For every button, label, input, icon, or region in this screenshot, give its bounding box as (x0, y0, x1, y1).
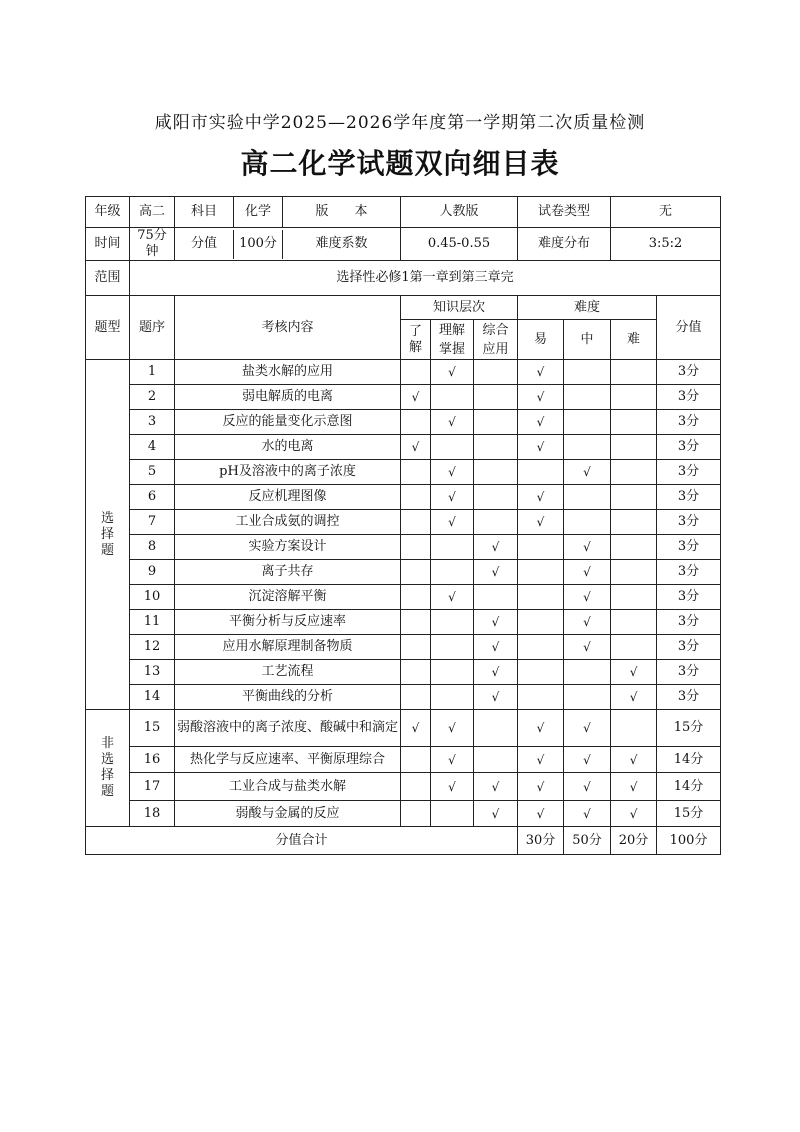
check-k1 (401, 485, 431, 510)
difficulty-coef-value: 0.45-0.55 (401, 228, 518, 261)
check-k2: √ (431, 410, 474, 435)
check-k3: √ (474, 560, 518, 585)
check-k2 (431, 560, 474, 585)
check-easy: √ (518, 747, 564, 773)
check-mid (564, 360, 611, 385)
check-easy: √ (518, 435, 564, 460)
question-content: 反应的能量变化示意图 (175, 410, 401, 435)
check-k1: √ (401, 385, 431, 410)
col-medium-header: 中 (564, 320, 611, 360)
check-hard (611, 610, 657, 635)
section-choice: 选择题 (86, 360, 130, 710)
question-content: 热化学与反应速率、平衡原理综合 (175, 747, 401, 773)
question-number: 17 (130, 773, 175, 801)
check-k3: √ (474, 660, 518, 685)
check-k2 (431, 610, 474, 635)
check-mid: √ (564, 773, 611, 801)
question-score: 15分 (657, 801, 721, 827)
subject-cell (175, 197, 401, 228)
check-k3 (474, 435, 518, 460)
difficulty-dist-label: 难度分布 (518, 228, 611, 261)
difficulty-dist-value: 3:5:2 (611, 228, 721, 261)
question-number: 3 (130, 410, 175, 435)
question-number: 13 (130, 660, 175, 685)
check-k3: √ (474, 773, 518, 801)
col-content-header: 考核内容 (175, 296, 401, 360)
check-k1 (401, 535, 431, 560)
check-k1 (401, 685, 431, 710)
check-k2: √ (431, 585, 474, 610)
question-number: 18 (130, 801, 175, 827)
table-row (86, 710, 721, 747)
question-number: 12 (130, 635, 175, 660)
check-mid (564, 435, 611, 460)
score-value: 100分 (234, 230, 283, 259)
check-k3 (474, 410, 518, 435)
check-k1 (401, 360, 431, 385)
paper-type-value: 无 (611, 197, 721, 228)
table-row (86, 360, 721, 385)
question-score: 3分 (657, 535, 721, 560)
check-k2: √ (431, 485, 474, 510)
check-k2: √ (431, 360, 474, 385)
score-cell (175, 228, 401, 261)
check-k2: √ (431, 710, 474, 747)
check-k3 (474, 385, 518, 410)
check-k3 (474, 585, 518, 610)
check-hard (611, 510, 657, 535)
check-k1 (401, 801, 431, 827)
question-content: 应用水解原理制备物质 (175, 635, 401, 660)
question-number: 2 (130, 385, 175, 410)
check-hard (611, 410, 657, 435)
question-content: 盐类水解的应用 (175, 360, 401, 385)
check-easy: √ (518, 710, 564, 747)
check-k2 (431, 801, 474, 827)
question-score: 3分 (657, 685, 721, 710)
table-row (86, 585, 721, 610)
question-content: 弱电解质的电离 (175, 385, 401, 410)
question-score: 3分 (657, 585, 721, 610)
info-row-1 (86, 197, 721, 228)
check-mid: √ (564, 747, 611, 773)
edition-value: 人教版 (401, 197, 518, 228)
col-k2-header: 理解掌握 (431, 320, 474, 360)
check-easy (518, 610, 564, 635)
question-content: 工业合成与盐类水解 (175, 773, 401, 801)
check-k2 (431, 385, 474, 410)
table-row (86, 485, 721, 510)
check-k1 (401, 410, 431, 435)
exam-spec-table (85, 196, 721, 855)
check-hard: √ (611, 685, 657, 710)
question-score: 3分 (657, 385, 721, 410)
check-mid: √ (564, 635, 611, 660)
check-k3: √ (474, 535, 518, 560)
check-easy: √ (518, 510, 564, 535)
question-number: 7 (130, 510, 175, 535)
check-k3: √ (474, 801, 518, 827)
check-k3 (474, 460, 518, 485)
check-k1 (401, 610, 431, 635)
table-row (86, 773, 721, 801)
paper-type-label: 试卷类型 (518, 197, 611, 228)
question-number: 8 (130, 535, 175, 560)
question-content: 沉淀溶解平衡 (175, 585, 401, 610)
question-content: 反应机理图像 (175, 485, 401, 510)
check-mid: √ (564, 535, 611, 560)
question-number: 6 (130, 485, 175, 510)
table-row (86, 510, 721, 535)
question-score: 3分 (657, 485, 721, 510)
check-k1 (401, 510, 431, 535)
check-mid: √ (564, 610, 611, 635)
question-number: 5 (130, 460, 175, 485)
time-label: 时间 (86, 228, 130, 261)
question-content: 工艺流程 (175, 660, 401, 685)
check-k2 (431, 435, 474, 460)
check-k3 (474, 710, 518, 747)
question-score: 3分 (657, 410, 721, 435)
check-easy (518, 560, 564, 585)
page-title: 高二化学试题双向细目表 (240, 147, 560, 180)
check-easy (518, 660, 564, 685)
question-number: 1 (130, 360, 175, 385)
question-number: 10 (130, 585, 175, 610)
check-k2: √ (431, 773, 474, 801)
question-score: 3分 (657, 660, 721, 685)
check-hard: √ (611, 801, 657, 827)
question-number: 16 (130, 747, 175, 773)
time-value: 75分钟 (130, 228, 175, 261)
check-hard (611, 585, 657, 610)
check-hard: √ (611, 747, 657, 773)
question-content: 水的电离 (175, 435, 401, 460)
check-hard (611, 385, 657, 410)
question-number: 9 (130, 560, 175, 585)
check-easy: √ (518, 773, 564, 801)
check-mid (564, 685, 611, 710)
subject-label: 科目 (175, 197, 234, 227)
subject-value: 化学 (234, 197, 283, 227)
question-score: 3分 (657, 510, 721, 535)
question-content: 弱酸与金属的反应 (175, 801, 401, 827)
check-k2 (431, 535, 474, 560)
info-row-2 (86, 228, 721, 261)
col-easy-header: 易 (518, 320, 564, 360)
check-mid (564, 510, 611, 535)
question-score: 3分 (657, 635, 721, 660)
check-k2: √ (431, 460, 474, 485)
table-row (86, 747, 721, 773)
check-k1 (401, 747, 431, 773)
total-hard: 20分 (611, 827, 657, 855)
check-hard (611, 635, 657, 660)
table-row (86, 660, 721, 685)
question-content: 弱酸溶液中的离子浓度、酸碱中和滴定 (175, 710, 401, 747)
question-content: 工业合成氨的调控 (175, 510, 401, 535)
check-k1 (401, 660, 431, 685)
total-score: 100分 (657, 827, 721, 855)
check-k3 (474, 510, 518, 535)
section-nonchoice: 非选择题 (86, 710, 130, 827)
question-number: 11 (130, 610, 175, 635)
check-k1: √ (401, 710, 431, 747)
exam-subtitle: 咸阳市实验中学2025—2026学年度第一学期第二次质量检测 (154, 113, 646, 133)
check-easy: √ (518, 385, 564, 410)
check-easy (518, 685, 564, 710)
question-score: 3分 (657, 610, 721, 635)
check-mid: √ (564, 460, 611, 485)
check-k2 (431, 660, 474, 685)
table-row (86, 685, 721, 710)
scope-value: 选择性必修1第一章到第三章完 (130, 261, 721, 296)
check-k3 (474, 360, 518, 385)
table-row (86, 560, 721, 585)
check-mid (564, 660, 611, 685)
table-row (86, 385, 721, 410)
check-easy (518, 535, 564, 560)
check-k1 (401, 585, 431, 610)
header-row-1 (86, 296, 721, 320)
scope-row (86, 261, 721, 296)
col-k3-header: 综合应用 (474, 320, 518, 360)
check-easy: √ (518, 485, 564, 510)
question-content: 实验方案设计 (175, 535, 401, 560)
check-mid (564, 410, 611, 435)
question-score: 14分 (657, 747, 721, 773)
total-medium: 50分 (564, 827, 611, 855)
check-easy: √ (518, 360, 564, 385)
grade-label: 年级 (86, 197, 130, 228)
table-row (86, 635, 721, 660)
question-score: 3分 (657, 435, 721, 460)
question-score: 3分 (657, 460, 721, 485)
grade-value: 高二 (130, 197, 175, 228)
check-k2: √ (431, 747, 474, 773)
check-hard: √ (611, 660, 657, 685)
question-score: 3分 (657, 360, 721, 385)
check-hard (611, 560, 657, 585)
check-hard (611, 460, 657, 485)
check-easy (518, 635, 564, 660)
scope-label: 范围 (86, 261, 130, 296)
total-easy: 30分 (518, 827, 564, 855)
edition-label: 版 本 (315, 204, 368, 219)
check-k1 (401, 460, 431, 485)
score-label: 分值 (175, 230, 234, 259)
table-row (86, 410, 721, 435)
col-difficulty-header: 难度 (518, 296, 657, 320)
col-type-header: 题型 (86, 296, 130, 360)
question-content: 平衡分析与反应速率 (175, 610, 401, 635)
col-k1-header: 了解 (401, 320, 431, 360)
table-row (86, 610, 721, 635)
check-k1: √ (401, 435, 431, 460)
question-number: 4 (130, 435, 175, 460)
totals-label: 分值合计 (86, 827, 518, 855)
check-k2 (431, 635, 474, 660)
check-mid (564, 385, 611, 410)
question-score: 3分 (657, 560, 721, 585)
check-k1 (401, 773, 431, 801)
check-mid: √ (564, 585, 611, 610)
col-knowledge-header: 知识层次 (401, 296, 518, 320)
check-hard: √ (611, 773, 657, 801)
table-row (86, 801, 721, 827)
check-hard (611, 485, 657, 510)
check-easy: √ (518, 801, 564, 827)
check-k3: √ (474, 685, 518, 710)
check-hard (611, 360, 657, 385)
check-k3: √ (474, 610, 518, 635)
check-k2 (431, 685, 474, 710)
question-score: 14分 (657, 773, 721, 801)
check-k1 (401, 635, 431, 660)
difficulty-coef-label: 难度系数 (315, 236, 368, 251)
table-row (86, 435, 721, 460)
check-hard (611, 535, 657, 560)
question-number: 14 (130, 685, 175, 710)
question-score: 15分 (657, 710, 721, 747)
check-easy: √ (518, 410, 564, 435)
question-content: 平衡曲线的分析 (175, 685, 401, 710)
check-mid: √ (564, 801, 611, 827)
totals-row (86, 827, 721, 855)
check-mid (564, 485, 611, 510)
table-row (86, 460, 721, 485)
table-row (86, 535, 721, 560)
check-k3 (474, 485, 518, 510)
question-number: 15 (130, 710, 175, 747)
col-hard-header: 难 (611, 320, 657, 360)
col-score-header: 分值 (657, 296, 721, 360)
question-content: pH及溶液中的离子浓度 (175, 460, 401, 485)
check-mid: √ (564, 710, 611, 747)
check-mid: √ (564, 560, 611, 585)
check-easy (518, 460, 564, 485)
col-number-header: 题序 (130, 296, 175, 360)
question-content: 离子共存 (175, 560, 401, 585)
check-easy (518, 585, 564, 610)
check-k3: √ (474, 635, 518, 660)
check-k2: √ (431, 510, 474, 535)
check-k3 (474, 747, 518, 773)
check-hard (611, 435, 657, 460)
check-k1 (401, 560, 431, 585)
check-hard (611, 710, 657, 747)
